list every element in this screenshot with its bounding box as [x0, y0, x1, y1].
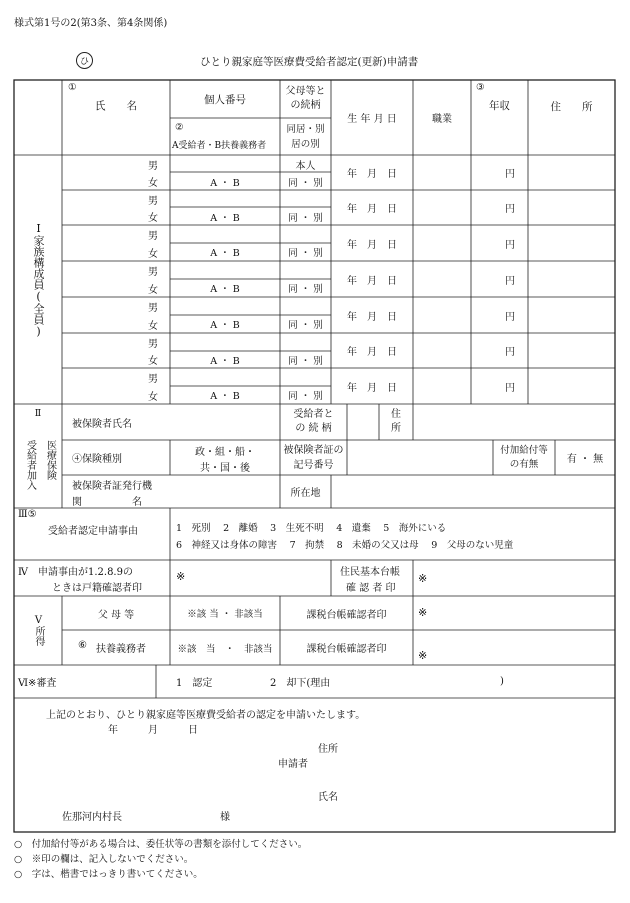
row-self-label: 本人	[295, 160, 316, 172]
row-cohabitation: 同 ・ 別	[288, 355, 323, 367]
honorific-label: 様	[220, 812, 230, 823]
header-num3: ③	[476, 82, 485, 93]
review-close-paren: )	[500, 676, 504, 687]
resident-register-label-1: 住民基本台帳	[340, 567, 400, 578]
header-occupation: 職業	[432, 114, 452, 125]
row-male-label: 男	[148, 160, 158, 172]
dependent-tax-mark: ※	[418, 649, 428, 662]
additional-benefit-label: 付加給付等の有無	[500, 444, 548, 470]
relation-to-recipient-label: 受給者と の 続 柄	[293, 409, 344, 434]
row-male-label: 男	[148, 266, 158, 278]
resident-register-mark: ※	[418, 572, 428, 585]
review-label: Ⅵ※審査	[18, 678, 57, 689]
row-income-yen: 円	[505, 382, 515, 394]
row-income-yen: 円	[505, 347, 515, 358]
row-cohabitation: 同 ・ 別	[288, 391, 323, 402]
row-birthdate: 年 月 日	[347, 382, 397, 394]
insured-address-label: 住所	[391, 409, 401, 434]
header-num2: ②	[175, 122, 184, 133]
row-male-label: 男	[148, 302, 158, 314]
declaration-name-label: 氏名	[318, 792, 338, 803]
declaration-text: 上記のとおり、ひとり親家庭等医療費受給者の認定を申請いたします。	[46, 710, 366, 721]
issuer-label-2: 関 名	[72, 497, 142, 508]
review-approve: 1 認定	[176, 678, 213, 689]
insurance-type-values-1: 政・組・船・	[195, 446, 255, 458]
note-1: ○ 付加給付等がある場合は、委任状等の書類を添付してください。	[14, 839, 308, 850]
form-number: 様式第1号の2(第3条、第4条関係)	[14, 18, 168, 29]
insured-name-label: 被保険者氏名	[72, 418, 132, 430]
row-income-yen: 円	[505, 239, 515, 251]
header-address: 住 所	[550, 100, 593, 113]
location-label: 所在地	[290, 488, 321, 499]
reason-section-num: Ⅲ⑤	[18, 509, 37, 520]
row-female-label: 女	[148, 320, 158, 332]
koseki-label-2: ときは戸籍確認者印	[52, 583, 142, 594]
row-female-label: 女	[148, 284, 158, 296]
parent-tax-mark: ※	[418, 606, 428, 619]
insurance-section-num: Ⅱ	[34, 407, 42, 419]
row-male-label: 男	[148, 195, 158, 207]
insurance-section-label: 受給者加入	[24, 440, 36, 490]
header-num1: ①	[68, 82, 77, 93]
circled-mark: ひ	[76, 52, 93, 69]
notes	[14, 837, 307, 882]
parent-label: 父 母 等	[97, 609, 135, 621]
row-female-label: 女	[148, 213, 158, 224]
koseki-label-1: Ⅳ 申請事由が1.2.8.9の	[18, 567, 133, 578]
form-title: ひとり親家庭等医療費受給者認定(更新)申請書	[200, 56, 419, 68]
dependent-tax-label: 課税台帳確認者印	[306, 644, 387, 655]
row-birthdate: 年 月 日	[347, 275, 397, 287]
note-3: ○ 字は、楷書ではっきり書いてください。	[14, 869, 203, 880]
additional-benefit-value: 有 ・ 無	[566, 454, 604, 465]
row-birthdate: 年 月 日	[347, 169, 397, 180]
num6: ⑥	[78, 640, 87, 651]
insurance-type-values-2: 共・国・後	[200, 462, 250, 474]
row-female-label: 女	[148, 178, 158, 189]
header-cohabitation: 同居・別居の別	[286, 123, 325, 150]
dependent-income-value: ※該 当 ・ 非該当	[177, 643, 273, 655]
row-cohabitation: 同 ・ 別	[288, 248, 323, 259]
row-recipient-dependent: A ・ B	[210, 320, 240, 331]
reason-label: 受給者認定申請事由	[48, 526, 138, 537]
row-income-yen: 円	[505, 275, 515, 287]
card-number-label: 被保険者証の記号番号	[283, 444, 344, 471]
insurance-sub-label: 医療保険	[44, 440, 56, 480]
row-income-yen: 円	[505, 169, 515, 180]
row-cohabitation: 同 ・ 別	[288, 284, 323, 295]
row-female-label: 女	[148, 356, 158, 367]
insurance-type-label: ④保険種別	[72, 454, 122, 465]
issuer-label-1: 被保険者証発行機	[72, 481, 152, 492]
declaration-applicant-label: 申請者	[278, 759, 308, 770]
row-income-yen: 円	[505, 311, 515, 323]
mayor-label: 佐那河内村長	[62, 812, 122, 823]
header-income: 年収	[489, 99, 510, 112]
koseki-mark: ※	[176, 570, 186, 583]
header-relationship: 父母等との続柄	[285, 86, 326, 111]
dependent-label: 扶養義務者	[96, 644, 146, 655]
header-name: 氏 名	[95, 99, 137, 112]
income-section-label: Ⅴ所得	[33, 615, 44, 646]
row-recipient-dependent: A ・ B	[210, 284, 240, 295]
header-personal-number: 個人番号	[204, 93, 246, 106]
row-male-label: 男	[148, 338, 158, 350]
reason-options-line-1: 1 死別 2 離婚 3 生死不明 4 遺棄 5 海外にいる	[176, 523, 447, 534]
row-female-label: 女	[148, 248, 158, 260]
declaration-address-label: 住所	[318, 744, 338, 755]
row-birthdate: 年 月 日	[347, 311, 397, 323]
row-income-yen: 円	[505, 204, 515, 215]
row-recipient-dependent: A ・ B	[210, 355, 240, 367]
row-cohabitation: 同 ・ 別	[288, 212, 323, 224]
note-2: ○ ※印の欄は、記入しないでください。	[14, 854, 194, 865]
parent-tax-label: 課税台帳確認者印	[306, 609, 387, 621]
reason-options-line-2: 6 神経又は身体の障害 7 拘禁 8 未婚の父又は母 9 父母のない児童	[176, 540, 514, 551]
declaration-date: 年 月 日	[108, 725, 198, 736]
row-recipient-dependent: A ・ B	[210, 177, 240, 189]
row-recipient-dependent: A ・ B	[210, 391, 240, 402]
family-section-label: Ⅰ家族構成員(全員)	[32, 221, 45, 338]
review-reject: 2 却下(理由	[270, 678, 331, 689]
row-birthdate: 年 月 日	[347, 239, 397, 251]
row-male-label: 男	[148, 230, 158, 242]
row-birthdate: 年 月 日	[347, 347, 397, 358]
header-recipient-dependent: A受給者・B扶養義務者	[172, 141, 267, 151]
header-birthdate: 生 年 月 日	[347, 114, 397, 125]
row-cohabitation: 同 ・ 別	[288, 320, 323, 331]
resident-register-label-2: 確 認 者 印	[346, 583, 396, 594]
row-male-label: 男	[148, 373, 158, 385]
parent-income-value: ※該 当 ・ 非該当	[187, 609, 263, 620]
row-birthdate: 年 月 日	[347, 204, 397, 215]
row-cohabitation: 同 ・ 別	[288, 177, 323, 189]
row-recipient-dependent: A ・ B	[210, 212, 240, 224]
row-recipient-dependent: A ・ B	[210, 248, 240, 259]
row-female-label: 女	[148, 391, 158, 403]
